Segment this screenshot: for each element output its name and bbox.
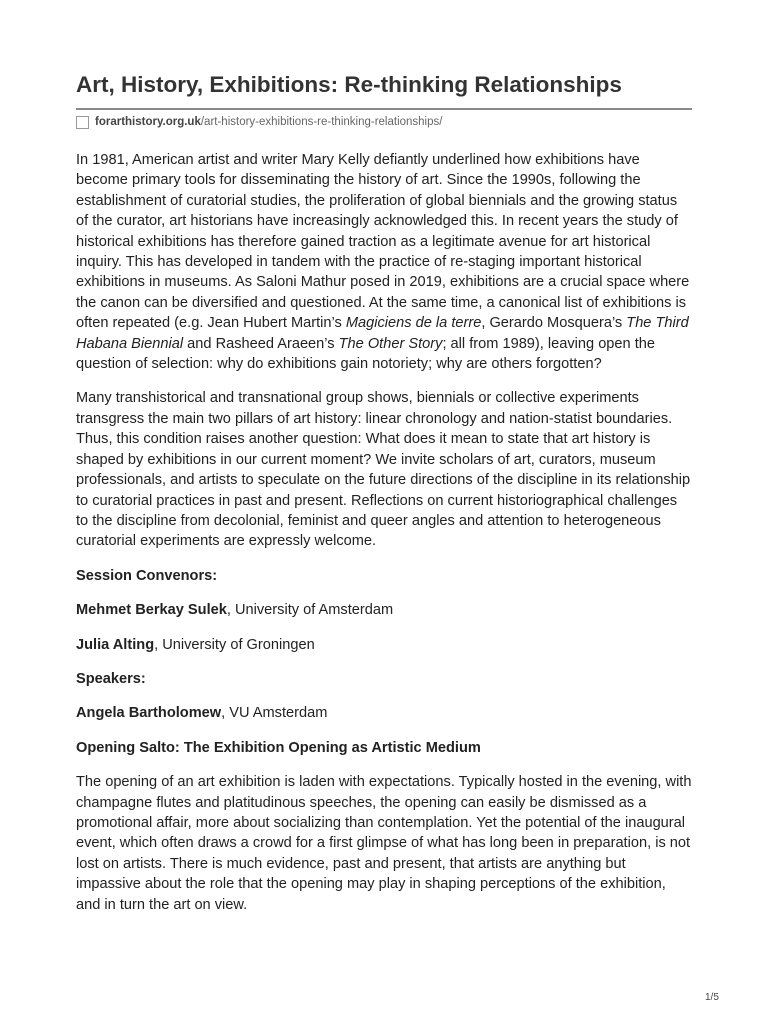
speaker-entry [76,703,692,723]
article-body [76,150,692,915]
convenors-heading: Session Convenors: [76,567,218,584]
convenor-affiliation: , University of Amsterdam [226,602,394,619]
speakers-heading: Speakers: [76,670,146,687]
paragraph-intro [76,150,692,374]
favicon-icon [76,116,89,129]
convenor-entry [76,635,692,655]
page-number: 1/5 [705,992,719,1003]
speaker-name: Angela Bartholomew [76,705,222,722]
convenor-name: Julia Alting [76,636,155,653]
source-domain[interactable]: forarthistory.org.uk [95,116,201,128]
paragraph-text: , Gerardo Mosquera’s [481,315,627,332]
source-path[interactable]: /art-history-exhibitions-re-thinking-relationships/ [200,116,443,128]
paragraph-text: and Rasheed Araeen’s [183,335,339,352]
paragraph-text: ; all from 1989), leaving open the question of selection: why do exhibitions gain notoriety; why are others forgotten? [76,335,656,373]
exhibition-title-italic: The Third Habana Biennial [76,315,689,352]
paragraph-text: In 1981, American artist and writer Mary Kelly defiantly underlined how exhibitions have become primary tools for disseminating the history of art. Since the 1990s, following the establishment of curatorial studies, the proliferation of global biennials and the growing status of the curator, art historians have increasingly acknowledged this. In recent years the study of historical exhibitions has therefore gained traction as a legitimate avenue for art historical inquiry. This has developed in tandem with the practice of re-staging important historical exhibitions in museums. As Saloni Mathur posed in 2019, exhibitions are a crucial space where the canon can be diversified and questioned. At the same time, a canonical list of exhibitions is often repeated (e.g. Jean Hubert Martin’s [76,152,690,332]
convenor-affiliation: , University of Groningen [154,636,315,653]
source-link[interactable] [76,114,442,130]
talk-title: Opening Salto: The Exhibition Opening as Artistic Medium [76,739,481,756]
paragraph-talk-abstract: The opening of an art exhibition is laden with expectations. Typically hosted in the evening, with champagne flutes and platitudinous speeches, the opening can easily be dismissed as a promotional affair, more about socializing than contemplation. Yet the potential of the inaugural event, which often draws a crowd for a first glimpse of what has long been in preparation, is not lost on artists. There is much evidence, past and present, that artists are anything but impassive about the role that the opening may play in shaping perceptions of the exhibition, and in turn the art on view. [76,774,692,913]
title-divider [76,108,692,110]
paragraph-call: Many transhistorical and transnational group shows, biennials or collective experiments transgress the main two pillars of art history: linear chronology and nation-statist boundaries. Thus, this condition raises another question: What does it mean to state that art history is shaped by exhibitions in our current moment? We invite scholars of art, curators, museum professionals, and artists to speculate on the future directions of the discipline in its relationship to curatorial practices in past and present. Reflections on current historiographical challenges to the discipline from decolonial, feminist and queer angles and attention to heterogeneous curatorial experiments are expressly welcome. [76,390,691,550]
page-title: Art, History, Exhibitions: Re-thinking Relationships [76,72,622,97]
exhibition-title-italic: Magiciens de la terre [345,315,482,332]
exhibition-title-italic: The Other Story [338,335,443,352]
convenor-entry [76,600,692,620]
convenor-name: Mehmet Berkay Sulek [76,602,227,619]
speaker-affiliation: , VU Amsterdam [221,705,328,722]
